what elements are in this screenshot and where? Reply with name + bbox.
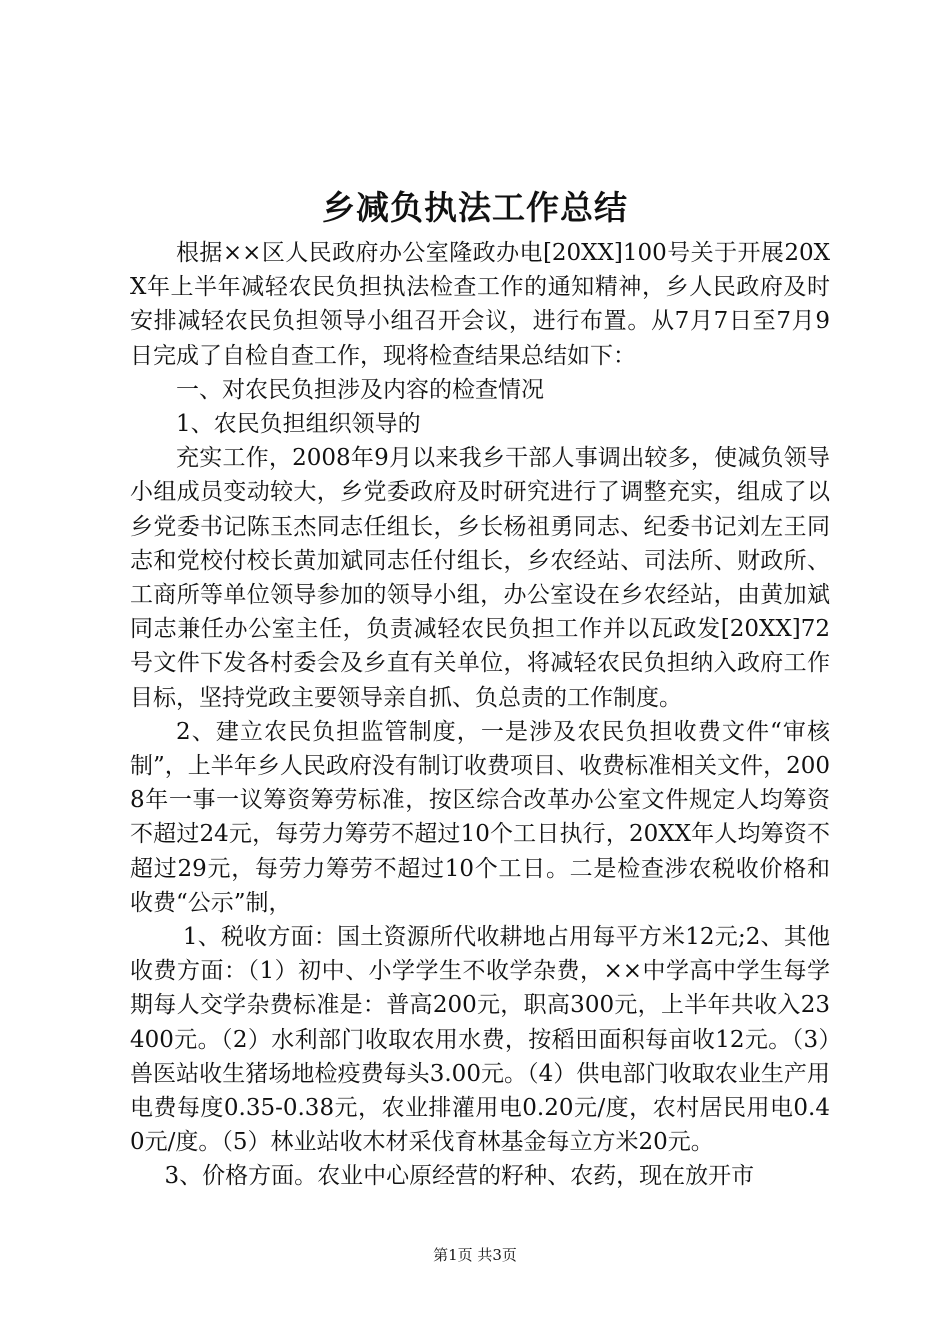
paragraph-intro: 根据××区人民政府办公室隆政办电[20XX]100号关于开展20XX年上半年减轻农民负担执法检查工作的通知精神，乡人民政府及时安排减轻农民负担领导小组召开会议，进行布置。从7月7日至7月9日完成了自检自查工作，现将检查结果总结如下： [130,240,830,369]
page-footer: 第1页 共3页 [433,1246,517,1264]
paragraph-prices: 3、价格方面。农业中心原经营的籽种、农药，现在放开市 [164,1163,755,1190]
section-heading-1: 一、对农民负担涉及内容的检查情况 [176,376,544,403]
paragraph-fees: 1、税收方面：国土资源所代收耕地占用每平方米12元;2、其他收费方面：（1）初中、小学学生不收学杂费，××中学高中学生每学期每人交学杂费标准是：普高200元，职高300元，上半年共收入23400元。（2）水利部门收取农用水费，按稻田面积每亩收12元。（3）兽医站收生猪场地检疫费每头3.00元。（4）供电部门收取农业生产用电费每度0.35-0.38元，农业排灌用电0.20元/度，农村居民用电0.40元/度。（5）林业站收木材采伐育林基金每立方米20元。 [130,924,830,1156]
subheading-1: 1、农民负担组织领导的 [176,411,421,438]
document-title: 乡减负执法工作总结 [322,188,628,227]
paragraph-organization: 充实工作，2008年9月以来我乡干部人事调出较多，使减负领导小组成员变动较大，乡党委政府及时研究进行了调整充实，组成了以乡党委书记陈玉杰同志任组长，乡长杨祖勇同志、纪委书记刘左王同志和党校付校长黄加斌同志任付组长，乡农经站、司法所、财政所、工商所等单位领导参加的领导小组，办公室设在乡农经站，由黄加斌同志兼任办公室主任，负责减轻农民负担工作并以瓦政发[20XX]72号文件下发各村委会及乡直有关单位，将减轻农民负担纳入政府工作目标，坚持党政主要领导亲自抓、负总责的工作制度。 [130,445,830,711]
document-body [130,236,830,1194]
paragraph-supervision: 2、建立农民负担监管制度，一是涉及农民负担收费文件“审核制”，上半年乡人民政府没有制订收费项目、收费标准相关文件，2008年一事一议筹资筹劳标准，按区综合改革办公室文件规定人均筹资不超过24元，每劳力筹劳不超过10个工日执行，20XX年人均筹资不超过29元，每劳力筹劳不超过10个工日。二是检查涉农税收价格和收费“公示”制， [130,718,830,916]
